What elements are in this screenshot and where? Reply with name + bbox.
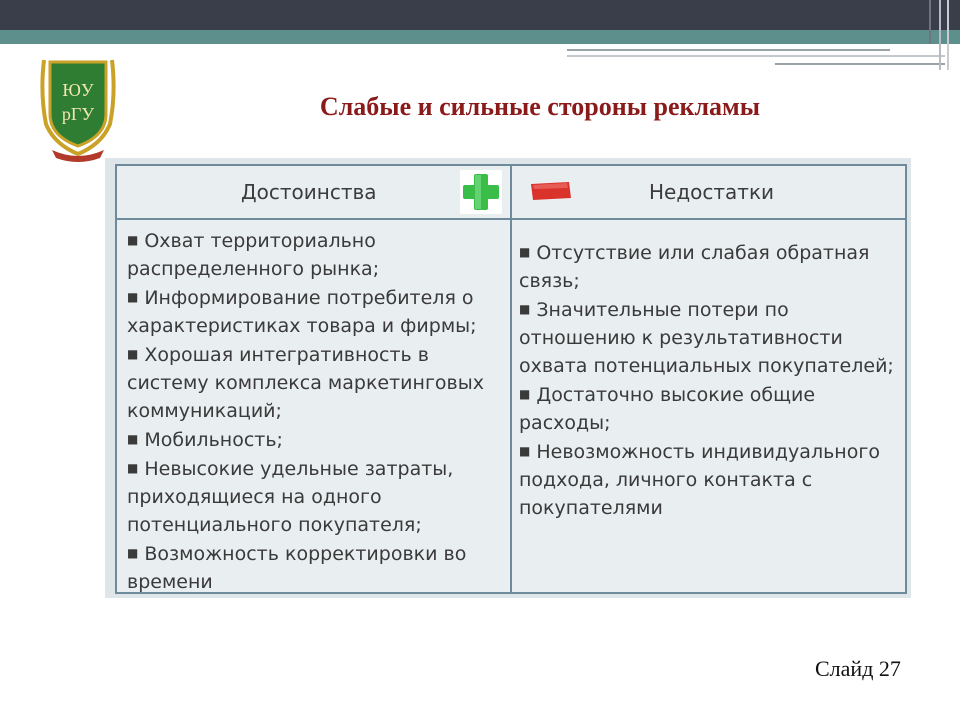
list-item: ■ Охват территориально распределенного рынка; [127,230,380,280]
header-pros: Достоинства [241,180,377,204]
university-logo [36,54,120,162]
svg-text:ЮУ: ЮУ [62,80,94,100]
slide-title: Слабые и сильные стороны рекламы [319,92,761,121]
list-item: ■ Невысокие удельные затраты, приходящиеся на одного потенциального покупателя; [127,458,454,536]
list-item: ■ Отсутствие или слабая обратная связь; [519,242,870,292]
list-item: ■ Возможность корректировки во времени [127,543,467,593]
list-item: ■ Мобильность; [127,429,283,451]
comparison-table [115,164,907,594]
plus-icon [460,170,502,214]
comparison-table-frame [105,158,911,598]
header-divider [117,218,905,220]
cons-list [519,238,897,522]
svg-text:рГУ: рГУ [61,104,95,124]
list-item: ■ Достаточно высокие общие расходы; [519,384,816,434]
list-item: ■ Невозможность индивидуального подхода, личного контакта с покупателями [519,441,880,519]
list-item: ■ Информирование потребителя о характеристиках товара и фирмы; [127,287,477,337]
pros-list [127,226,507,596]
decorative-lines [0,0,960,80]
slide-number: Слайд 27 [815,656,901,681]
column-divider [510,166,512,592]
minus-icon [529,180,573,202]
header-cons: Недостатки [649,180,775,204]
list-item: ■ Значительные потери по отношению к результативности охвата потенциальных покупателей; [519,299,894,377]
list-item: ■ Хорошая интегративность в систему комплекса маркетинговых коммуникаций; [127,344,485,422]
